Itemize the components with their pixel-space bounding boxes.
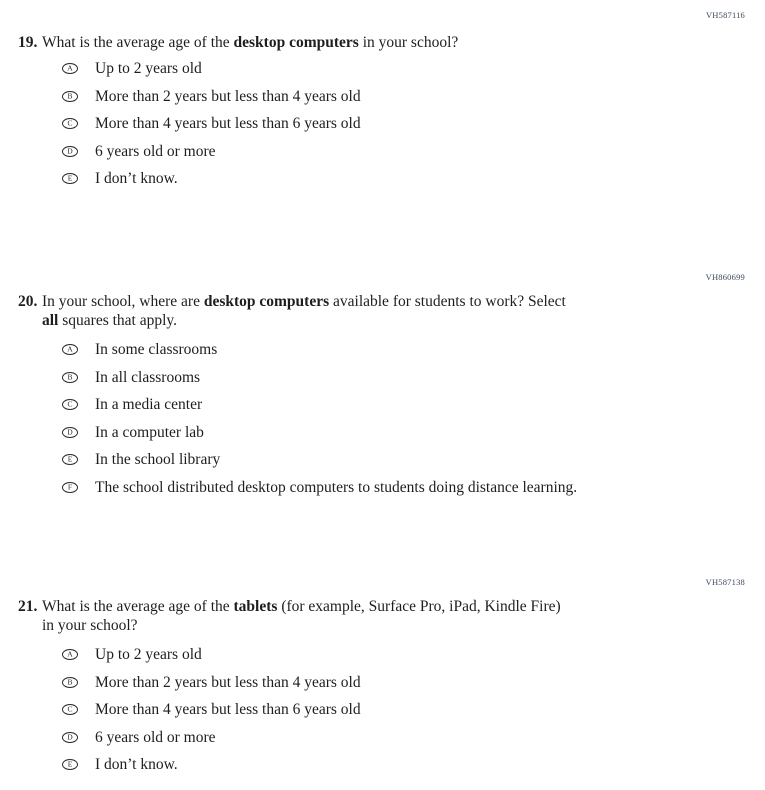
answer-option-c bbox=[62, 110, 765, 138]
answer-option-c bbox=[62, 391, 765, 419]
answer-bubble-letter: B bbox=[67, 372, 73, 381]
question-text-line bbox=[42, 33, 458, 52]
answer-bubble-letter: D bbox=[67, 427, 73, 436]
question-row bbox=[0, 292, 765, 330]
answer-bubble-e[interactable] bbox=[62, 454, 78, 465]
question-text bbox=[42, 292, 566, 330]
answer-bubble-c[interactable] bbox=[62, 118, 78, 129]
answer-bubble-letter: E bbox=[67, 454, 73, 464]
question-text-segment: in your school? bbox=[358, 34, 459, 51]
answer-bubble-f[interactable] bbox=[62, 482, 78, 493]
answer-option-label: 6 years old or more bbox=[95, 728, 216, 746]
answer-option-d bbox=[62, 138, 765, 166]
question-text-segment: What is the average age of the bbox=[42, 34, 234, 51]
answer-option-label: In some classrooms bbox=[95, 341, 218, 359]
answer-bubble-b[interactable] bbox=[62, 372, 78, 383]
question-text-segment: tablets bbox=[233, 598, 278, 615]
answer-option-label: Up to 2 years old bbox=[95, 60, 202, 78]
answer-bubble-d[interactable] bbox=[62, 427, 78, 438]
answer-option-label: 6 years old or more bbox=[95, 142, 216, 160]
answer-option-f bbox=[62, 474, 765, 502]
question-text-segment: squares that apply. bbox=[58, 312, 178, 329]
answer-bubble-letter: B bbox=[67, 677, 73, 686]
answer-bubble-letter: C bbox=[67, 704, 73, 714]
answer-option-e bbox=[62, 446, 765, 474]
answer-bubble-letter: A bbox=[67, 344, 73, 354]
question-block-19 bbox=[0, 10, 765, 193]
answer-option-label: In all classrooms bbox=[95, 368, 201, 386]
answer-option-label: The school distributed desktop computers to students doing distance learning. bbox=[95, 478, 578, 496]
answer-option-b bbox=[62, 364, 765, 392]
question-number: 20. bbox=[18, 293, 38, 310]
answer-option-d bbox=[62, 419, 765, 447]
answer-option-e bbox=[62, 165, 765, 193]
answer-bubble-letter: D bbox=[67, 732, 73, 741]
question-text bbox=[42, 597, 561, 635]
question-text-line bbox=[42, 311, 566, 330]
answer-option-b bbox=[62, 669, 765, 697]
answer-option-d bbox=[62, 724, 765, 752]
answer-bubble-letter: A bbox=[67, 649, 73, 659]
question-text-line bbox=[42, 292, 566, 311]
answer-bubble-letter: E bbox=[67, 759, 73, 769]
question-accession-code: VH587138 bbox=[705, 577, 745, 587]
answer-bubble-letter: C bbox=[67, 118, 73, 128]
answer-bubble-d[interactable] bbox=[62, 146, 78, 157]
answer-option-e bbox=[62, 751, 765, 779]
answer-bubble-c[interactable] bbox=[62, 704, 78, 715]
answer-bubble-letter: B bbox=[67, 91, 73, 100]
answer-bubble-letter: C bbox=[67, 399, 73, 409]
answer-option-label: In the school library bbox=[95, 451, 221, 469]
question-accession-code: VH587116 bbox=[705, 10, 745, 20]
answer-option-label: More than 2 years but less than 4 years old bbox=[95, 87, 361, 105]
answer-option-c bbox=[62, 696, 765, 724]
question-text-segment: in your school? bbox=[42, 617, 138, 634]
question-number: 19. bbox=[18, 34, 38, 51]
options-list bbox=[0, 641, 765, 779]
answer-bubble-d[interactable] bbox=[62, 732, 78, 743]
question-row bbox=[0, 597, 765, 635]
answer-option-a bbox=[62, 336, 765, 364]
answer-bubble-letter: D bbox=[67, 146, 73, 155]
answer-option-a bbox=[62, 641, 765, 669]
answer-option-label: In a media center bbox=[95, 396, 203, 414]
answer-option-label: More than 4 years but less than 6 years old bbox=[95, 701, 361, 719]
question-text bbox=[42, 33, 458, 52]
answer-bubble-letter: E bbox=[67, 173, 73, 183]
answer-bubble-a[interactable] bbox=[62, 344, 78, 355]
answer-bubble-a[interactable] bbox=[62, 63, 78, 74]
answer-option-label: More than 4 years but less than 6 years old bbox=[95, 115, 361, 133]
answer-bubble-c[interactable] bbox=[62, 399, 78, 410]
answer-bubble-b[interactable] bbox=[62, 91, 78, 102]
answer-option-label: More than 2 years but less than 4 years old bbox=[95, 673, 361, 691]
answer-bubble-a[interactable] bbox=[62, 649, 78, 660]
options-list bbox=[0, 336, 765, 501]
answer-option-label: Up to 2 years old bbox=[95, 646, 202, 664]
question-text-segment: available for students to work? Select bbox=[329, 293, 566, 310]
answer-bubble-b[interactable] bbox=[62, 677, 78, 688]
question-text-line bbox=[42, 597, 561, 616]
answer-option-label: I don’t know. bbox=[95, 756, 178, 774]
answer-option-label: In a computer lab bbox=[95, 423, 204, 441]
options-list bbox=[0, 55, 765, 193]
question-text-segment: desktop computers bbox=[203, 293, 330, 310]
question-block-20 bbox=[0, 272, 765, 501]
answer-option-a bbox=[62, 55, 765, 83]
answer-option-label: I don’t know. bbox=[95, 170, 178, 188]
answer-bubble-letter: A bbox=[67, 63, 73, 73]
question-text-segment: What is the average age of the bbox=[42, 598, 234, 615]
question-text-segment: In your school, where are bbox=[42, 293, 204, 310]
question-accession-code: VH860699 bbox=[705, 272, 745, 282]
question-text-segment: (for example, Surface Pro, iPad, Kindle Fire) bbox=[277, 598, 561, 615]
answer-bubble-letter: F bbox=[67, 482, 73, 491]
question-text-line bbox=[42, 616, 561, 635]
question-number: 21. bbox=[18, 598, 38, 615]
question-row bbox=[0, 33, 765, 52]
answer-option-b bbox=[62, 83, 765, 111]
question-text-segment: all bbox=[42, 312, 59, 329]
question-block-21 bbox=[0, 577, 765, 779]
question-text-segment: desktop computers bbox=[233, 34, 359, 51]
answer-bubble-e[interactable] bbox=[62, 759, 78, 770]
answer-bubble-e[interactable] bbox=[62, 173, 78, 184]
